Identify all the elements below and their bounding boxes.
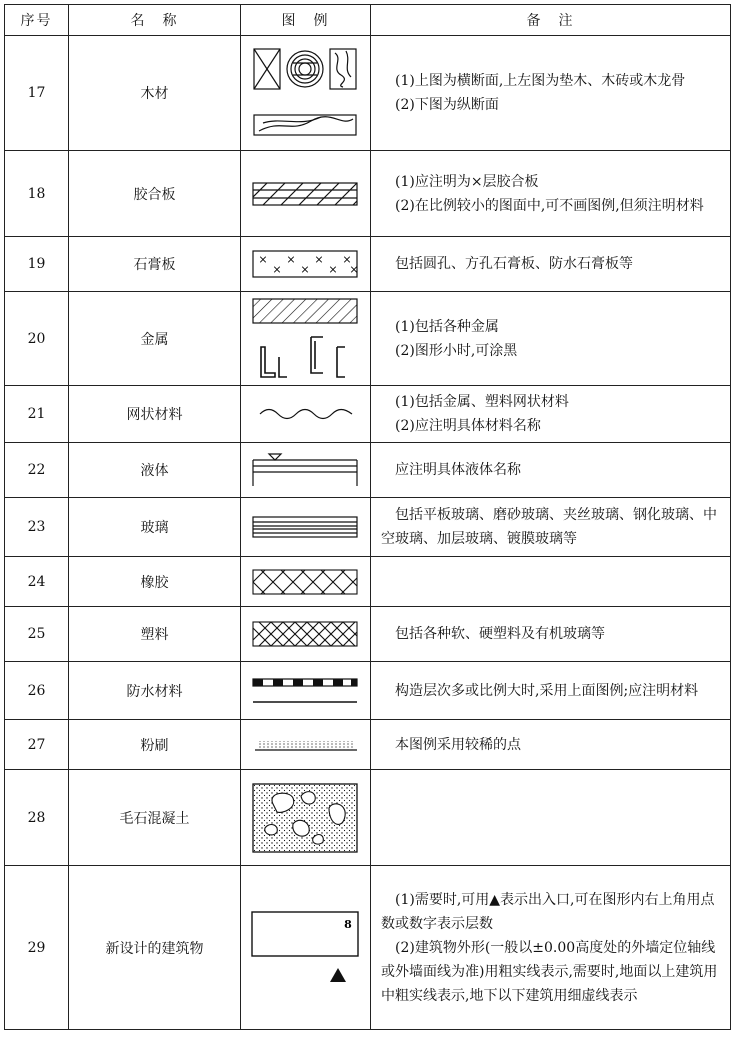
row-note: (1)包括金属、塑料网状材料 (2)应注明具体材料名称 xyxy=(371,386,731,443)
svg-text:×: × xyxy=(327,263,338,276)
row-num: 22 xyxy=(5,443,69,498)
row-num: 23 xyxy=(5,498,69,557)
table-row xyxy=(5,866,731,1030)
row-name: 防水材料 xyxy=(69,662,241,720)
header-name: 名 称 xyxy=(69,5,241,36)
svg-text:×: × xyxy=(257,253,268,266)
gypsum-board-icon xyxy=(251,249,361,279)
row-name: 木材 xyxy=(69,36,241,151)
row-note: 包括各种软、硬塑料及有机玻璃等 xyxy=(371,607,731,662)
table-row xyxy=(5,498,731,557)
table-row xyxy=(5,720,731,770)
legend-table xyxy=(4,4,731,1030)
svg-text:×: × xyxy=(313,253,324,266)
liquid-icon xyxy=(251,452,361,488)
waterproof-material-icon xyxy=(251,675,361,707)
row-num: 24 xyxy=(5,557,69,607)
row-note: 应注明具体液体名称 xyxy=(371,443,731,498)
row-name: 塑料 xyxy=(69,607,241,662)
metal-icon xyxy=(251,297,361,381)
table-row xyxy=(5,607,731,662)
row-note: (1)上图为横断面,上左图为垫木、木砖或木龙骨 (2)下图为纵断面 xyxy=(371,36,731,151)
row-num: 27 xyxy=(5,720,69,770)
row-num: 28 xyxy=(5,770,69,866)
plaster-icon xyxy=(251,737,361,753)
row-num: 18 xyxy=(5,151,69,237)
table-row xyxy=(5,662,731,720)
row-name: 石膏板 xyxy=(69,237,241,292)
row-name: 粉刷 xyxy=(69,720,241,770)
plywood-icon xyxy=(251,181,361,207)
rubber-icon xyxy=(251,568,361,596)
row-name: 橡胶 xyxy=(69,557,241,607)
row-note xyxy=(371,557,731,607)
new-building-icon xyxy=(250,910,362,986)
row-note: 本图例采用较稀的点 xyxy=(371,720,731,770)
row-note: (1)应注明为×层胶合板 (2)在比例较小的图面中,可不画图例,但须注明材料 xyxy=(371,151,731,237)
entrance-triangle-icon xyxy=(330,968,346,982)
row-name: 液体 xyxy=(69,443,241,498)
row-note: (1)需要时,可用▲表示出入口,可在图形内右上角用点数或数字表示层数 (2)建筑物外形(一般以±0.00高度处的外墙定位轴线或外墙面线为准)用粗实线表示,需要时,地面以上建筑用中粗实线表示,地下以下建筑用细虚线表示 xyxy=(371,866,731,1030)
table-row xyxy=(5,557,731,607)
row-name: 毛石混凝土 xyxy=(69,770,241,866)
row-note: 构造层次多或比例大时,采用上面图例;应注明材料 xyxy=(371,662,731,720)
table-row xyxy=(5,292,731,386)
row-note xyxy=(371,770,731,866)
table-row xyxy=(5,36,731,151)
table-row xyxy=(5,386,731,443)
row-num: 29 xyxy=(5,866,69,1030)
row-note: 包括平板玻璃、磨砂玻璃、夹丝玻璃、钢化玻璃、中空玻璃、加层玻璃、镀膜玻璃等 xyxy=(371,498,731,557)
row-note: 包括圆孔、方孔石膏板、防水石膏板等 xyxy=(371,237,731,292)
table-row xyxy=(5,443,731,498)
wood-icon xyxy=(251,47,361,139)
svg-text:×: × xyxy=(299,263,310,276)
row-name: 网状材料 xyxy=(69,386,241,443)
row-name: 玻璃 xyxy=(69,498,241,557)
row-num: 20 xyxy=(5,292,69,386)
svg-text:×: × xyxy=(285,253,296,266)
row-num: 17 xyxy=(5,36,69,151)
row-name: 新设计的建筑物 xyxy=(69,866,241,1030)
header-icon: 图 例 xyxy=(241,5,371,36)
mesh-material-icon xyxy=(256,406,356,422)
row-name: 金属 xyxy=(69,292,241,386)
table-row xyxy=(5,237,731,292)
floor-count-label: 8 xyxy=(343,917,352,931)
row-num: 26 xyxy=(5,662,69,720)
row-num: 25 xyxy=(5,607,69,662)
svg-text:×: × xyxy=(271,263,282,276)
header-note: 备 注 xyxy=(371,5,731,36)
header-row xyxy=(5,5,731,36)
plastic-icon xyxy=(251,620,361,648)
table-row xyxy=(5,151,731,237)
header-num: 序号 xyxy=(5,5,69,36)
glass-icon xyxy=(251,515,361,539)
row-name: 胶合板 xyxy=(69,151,241,237)
svg-text:×: × xyxy=(341,253,352,266)
table-row xyxy=(5,770,731,866)
row-note: (1)包括各种金属 (2)图形小时,可涂黑 xyxy=(371,292,731,386)
row-num: 19 xyxy=(5,237,69,292)
svg-text:×: × xyxy=(348,263,359,276)
row-num: 21 xyxy=(5,386,69,443)
rubble-concrete-icon xyxy=(251,782,361,854)
